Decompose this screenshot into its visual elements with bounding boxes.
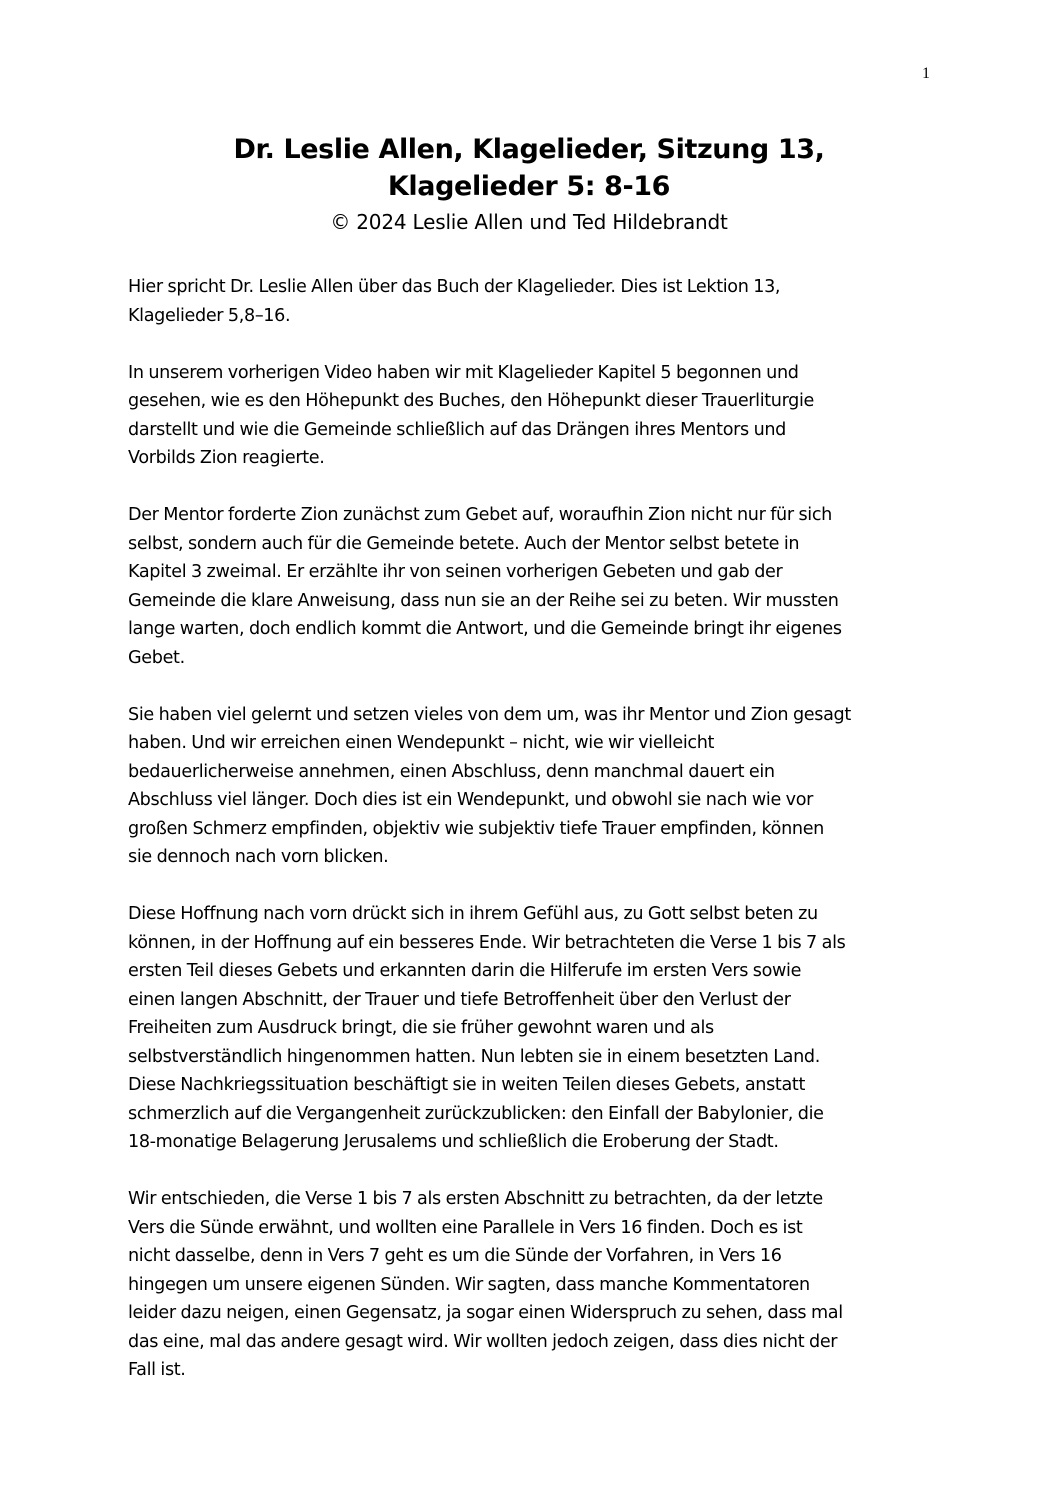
- paragraph-line: leider dazu neigen, einen Gegensatz, ja sogar einen Widerspruch zu sehen, dass mal: [128, 1303, 843, 1323]
- document-header: [100, 131, 958, 237]
- paragraph-line: Diese Hoffnung nach vorn drückt sich in ihrem Gefühl aus, zu Gott selbst beten zu: [128, 904, 818, 924]
- paragraph: [128, 501, 936, 672]
- paragraph-line: gesehen, wie es den Höhepunkt des Buches, den Höhepunkt dieser Trauerliturgie: [128, 391, 815, 411]
- paragraph-line: Freiheiten zum Ausdruck bringt, die sie früher gewohnt waren und als: [128, 1018, 714, 1038]
- paragraph-line: Fall ist.: [128, 1360, 186, 1380]
- copyright-notice: © 2024 Leslie Allen und Ted Hildebrandt: [330, 210, 728, 234]
- paragraph-line: hingegen um unsere eigenen Sünden. Wir sagten, dass manche Kommentatoren: [128, 1274, 810, 1295]
- paragraph-line: können, in der Hoffnung auf ein besseres Ende. Wir betrachteten die Verse 1 bis 7 als: [128, 932, 846, 953]
- paragraph-line: nicht dasselbe, denn in Vers 7 geht es um die Sünde der Vorfahren, in Vers 16: [128, 1246, 782, 1266]
- paragraph-line: Abschluss viel länger. Doch dies ist ein Wendepunkt, und obwohl sie nach wie vor: [128, 790, 814, 810]
- paragraph-line: sie dennoch nach vorn blicken.: [128, 847, 389, 867]
- paragraph: [128, 701, 936, 872]
- paragraph-line: Der Mentor forderte Zion zunächst zum Gebet auf, woraufhin Zion nicht nur für sich: [128, 505, 832, 525]
- paragraph-line: Gebet.: [128, 647, 185, 668]
- paragraph-line: darstellt und wie die Gemeinde schließlich auf das Drängen ihres Mentors und: [128, 419, 786, 440]
- paragraph-line: schmerzlich auf die Vergangenheit zurückzublicken: den Einfall der Babylonier, die: [128, 1103, 824, 1124]
- document-title-line-1: Dr. Leslie Allen, Klagelieder, Sitzung 13,: [233, 134, 825, 165]
- page-number: 1: [922, 65, 930, 82]
- paragraph-line: Wir entschieden, die Verse 1 bis 7 als ersten Abschnitt zu betrachten, da der letzte: [128, 1189, 823, 1209]
- paragraph-line: Diese Nachkriegssituation beschäftigt sie in weiten Teilen dieses Gebets, anstatt: [128, 1075, 805, 1095]
- paragraph-line: großen Schmerz empfinden, objektiv wie subjektiv tiefe Trauer empfinden, können: [128, 818, 824, 839]
- paragraph-line: selbstverständlich hingenommen hatten. Nun lebten sie in einem besetzten Land.: [128, 1046, 820, 1067]
- paragraph-line: Gemeinde die klare Anweisung, dass nun sie an der Reihe sei zu beten. Wir mussten: [128, 590, 839, 611]
- paragraph-line: Sie haben viel gelernt und setzen vieles von dem um, was ihr Mentor und Zion gesagt: [128, 704, 851, 725]
- document-title-line-2: Klagelieder 5: 8-16: [387, 171, 671, 202]
- document-body: [128, 273, 936, 1413]
- paragraph-line: 18-monatige Belagerung Jerusalems und schließlich die Eroberung der Stadt.: [128, 1132, 779, 1152]
- paragraph-line: ersten Teil dieses Gebets und erkannten darin die Hilferufe im ersten Vers sowie: [128, 961, 802, 981]
- paragraph-line: haben. Und wir erreichen einen Wendepunkt – nicht, wie wir vielleicht: [128, 733, 715, 753]
- paragraph: [128, 273, 936, 330]
- paragraph: [128, 359, 936, 473]
- paragraph-line: selbst, sondern auch für die Gemeinde betete. Auch der Mentor selbst betete in: [128, 533, 800, 554]
- paragraph-line: In unserem vorherigen Video haben wir mit Klagelieder Kapitel 5 begonnen und: [128, 362, 799, 383]
- paragraph-line: Klagelieder 5,8–16.: [128, 305, 291, 326]
- paragraph-line: lange warten, doch endlich kommt die Antwort, und die Gemeinde bringt ihr eigenes: [128, 619, 842, 639]
- paragraph-line: Kapitel 3 zweimal. Er erzählte ihr von seinen vorherigen Gebeten und gab der: [128, 562, 783, 582]
- paragraph: [128, 1185, 936, 1385]
- paragraph-line: Vers die Sünde erwähnt, und wollten eine Parallele in Vers 16 finden. Doch es ist: [128, 1217, 803, 1238]
- paragraph-line: bedauerlicherweise annehmen, einen Abschluss, denn manchmal dauert ein: [128, 761, 775, 782]
- paragraph-line: Hier spricht Dr. Leslie Allen über das Buch der Klagelieder. Dies ist Lektion 13,: [128, 277, 781, 297]
- paragraph: [128, 900, 936, 1157]
- paragraph-line: einen langen Abschnitt, der Trauer und tiefe Betroffenheit über den Verlust der: [128, 989, 791, 1010]
- paragraph-line: Vorbilds Zion reagierte.: [128, 448, 325, 468]
- paragraph-line: das eine, mal das andere gesagt wird. Wir wollten jedoch zeigen, dass dies nicht der: [128, 1331, 838, 1352]
